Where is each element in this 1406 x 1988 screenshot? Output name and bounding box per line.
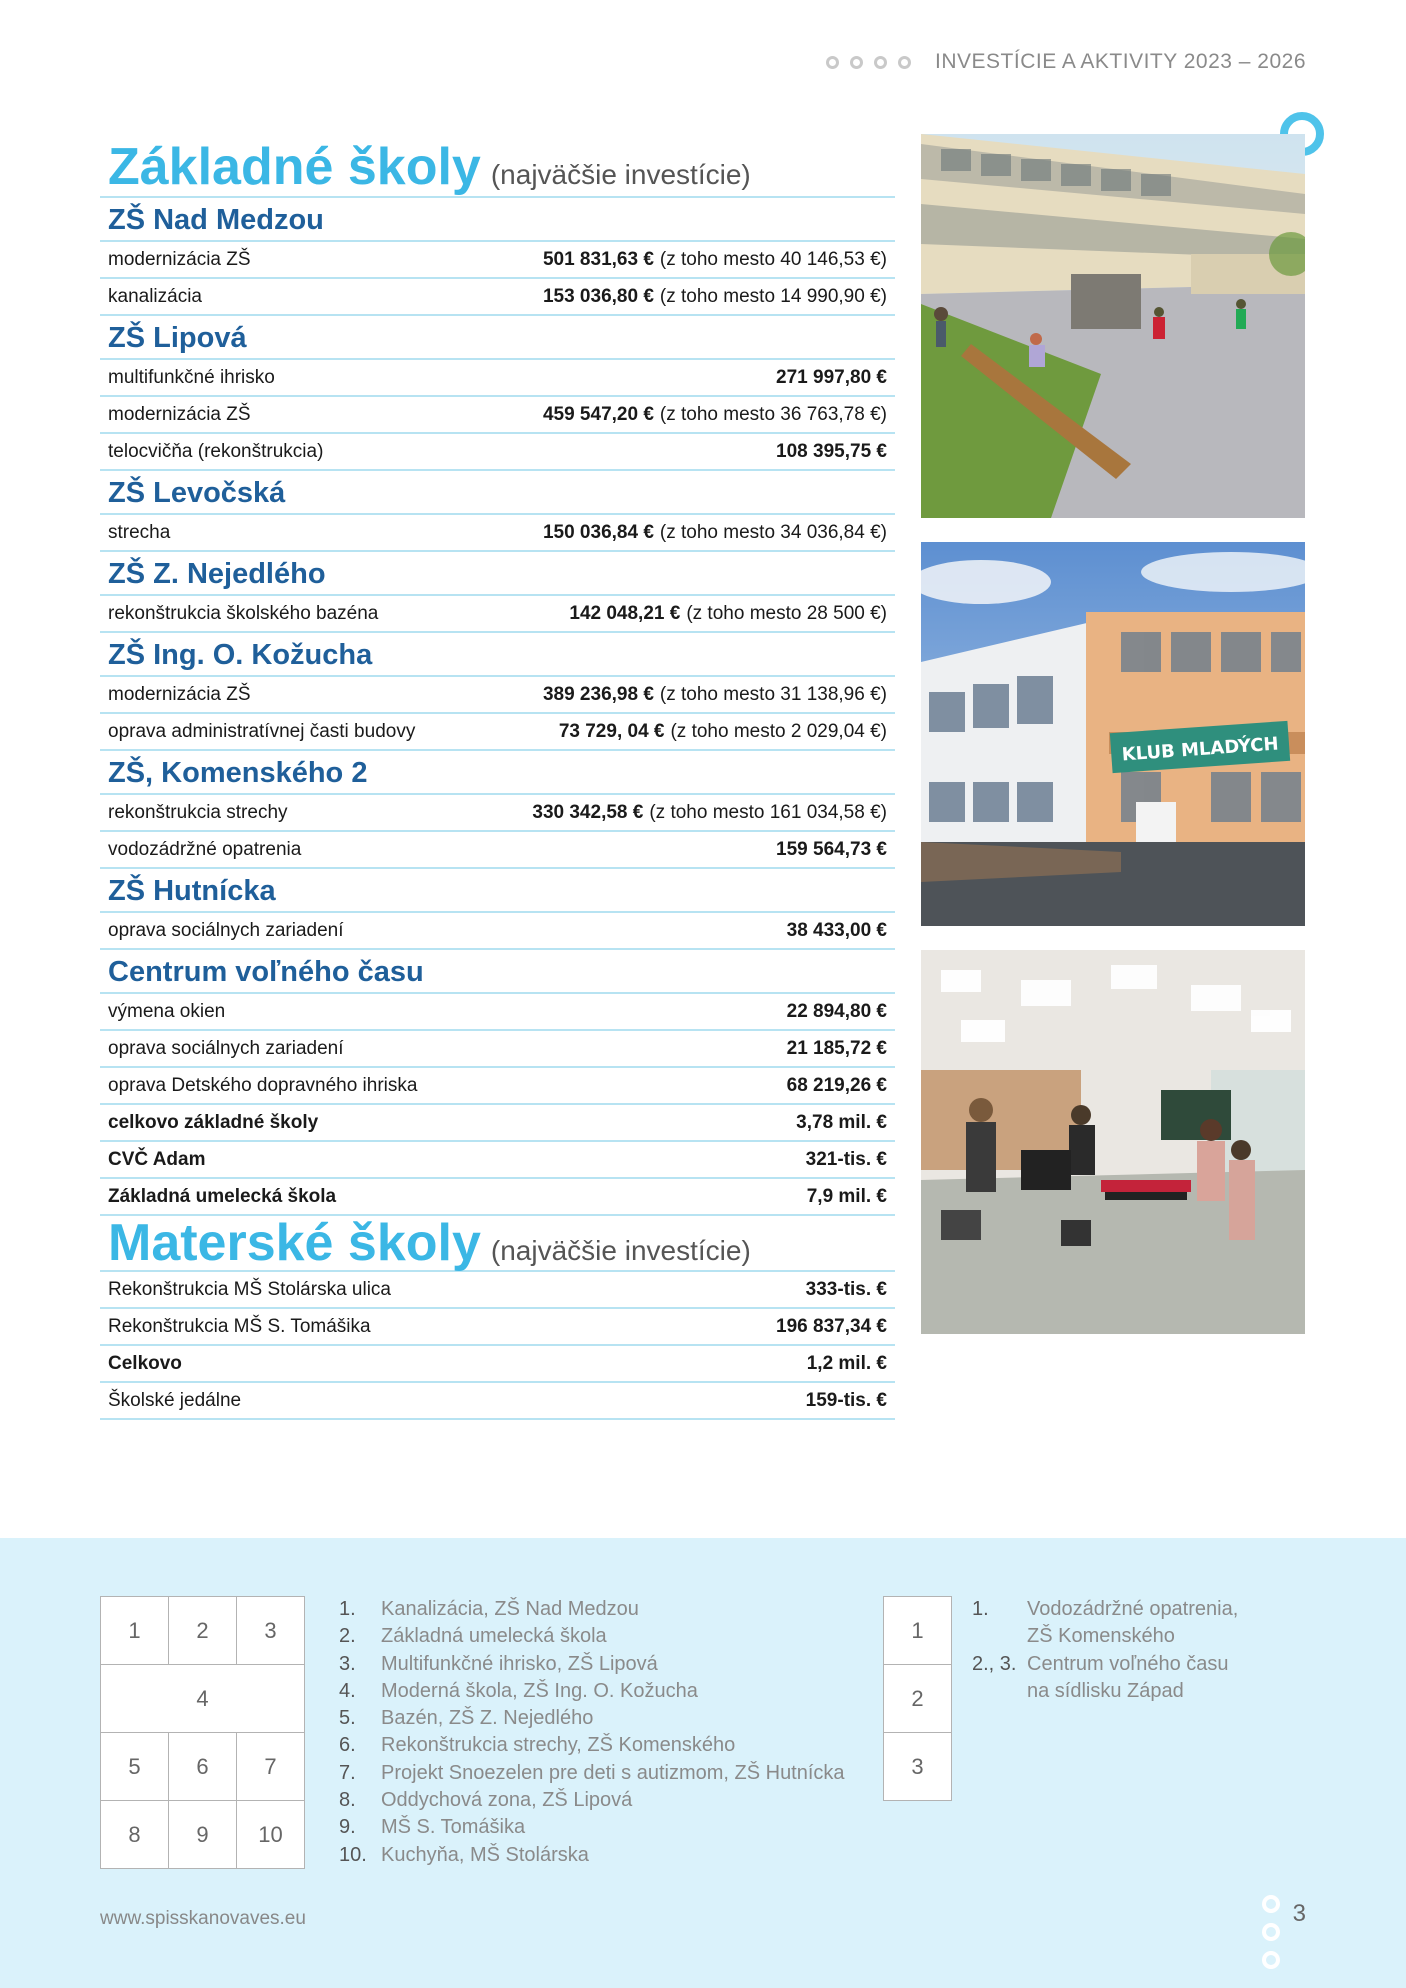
table-row	[100, 913, 895, 950]
table-row	[100, 1179, 895, 1216]
section-heading: ZŠ, Komenského 2	[100, 751, 895, 795]
row-label: oprava sociálnych zariadení	[108, 1037, 344, 1059]
row-amount: 142 048,21 €	[569, 602, 681, 624]
grid-cell: 5	[100, 1732, 169, 1801]
row-note: (z toho mesto 14 990,90 €)	[659, 285, 887, 307]
list-number: 6.	[339, 1734, 356, 1757]
list-text: Základná umelecká škola	[381, 1625, 607, 1648]
row-amount: 159-tis. €	[805, 1389, 887, 1411]
list-item	[339, 1651, 845, 1678]
table-row	[100, 515, 895, 552]
row-label: výmena okien	[108, 1000, 226, 1022]
list-item	[339, 1842, 845, 1869]
row-label: oprava administratívnej časti budovy	[108, 720, 416, 742]
list-number: 2., 3.	[972, 1652, 1017, 1675]
row-label: modernizácia ZŠ	[108, 683, 251, 705]
row-value	[569, 603, 887, 625]
row-label: Rekonštrukcia MŠ S. Tomášika	[108, 1315, 371, 1337]
table-row	[100, 434, 895, 471]
list-number: 7.	[339, 1761, 356, 1784]
row-value	[807, 1186, 887, 1208]
table-row	[100, 1031, 895, 1068]
row-value	[543, 684, 887, 706]
list-number: 10.	[339, 1843, 367, 1866]
section-heading: ZŠ Levočská	[100, 471, 895, 515]
row-value	[776, 441, 887, 463]
row-amount: 3,78 mil. €	[796, 1111, 887, 1133]
row-amount: 321-tis. €	[805, 1148, 887, 1170]
page-number: 3	[1292, 1900, 1306, 1927]
row-value	[543, 249, 887, 271]
list-text-line2: ZŠ Komenského	[1027, 1625, 1175, 1648]
list-text: Kanalizácia, ZŠ Nad Medzou	[381, 1598, 639, 1620]
row-label: kanalizácia	[108, 285, 202, 307]
table-row	[100, 832, 895, 869]
row-amount: 68 219,26 €	[786, 1074, 887, 1096]
list-text: Kuchyňa, MŠ Stolárska	[381, 1843, 589, 1866]
zs-subtitle: (najväčšie investície)	[490, 159, 751, 190]
table-row	[100, 1309, 895, 1346]
table-row	[100, 397, 895, 434]
row-value	[776, 367, 887, 389]
row-note: (z toho mesto 2 029,04 €)	[670, 720, 887, 742]
header-title: INVESTÍCIE A AKTIVITY 2023 – 2026	[935, 50, 1306, 73]
row-amount: 7,9 mil. €	[806, 1185, 887, 1207]
photo-column	[921, 134, 1305, 1358]
row-value	[787, 1075, 887, 1097]
ms-title: Materské školy	[108, 1214, 481, 1272]
row-note: (z toho mesto 40 146,53 €)	[659, 248, 887, 270]
list-number: 3.	[339, 1652, 356, 1675]
list-item	[339, 1678, 845, 1705]
list-number: 1.	[339, 1598, 356, 1620]
row-value	[776, 1316, 887, 1338]
grid-cell: 3	[236, 1596, 305, 1665]
row-value	[559, 721, 887, 743]
list-item	[339, 1596, 845, 1623]
investment-table	[100, 140, 895, 1420]
row-label: rekonštrukcia školského bazéna	[108, 602, 379, 624]
row-label: strecha	[108, 521, 171, 543]
list-text: MŠ S. Tomášika	[381, 1816, 526, 1839]
section-heading: Centrum voľného času	[100, 950, 895, 994]
circle-icon	[826, 56, 839, 69]
table-row	[100, 1068, 895, 1105]
row-value	[806, 1279, 887, 1301]
school-courtyard-photo	[921, 134, 1305, 518]
section-heading: ZŠ Hutnícka	[100, 869, 895, 913]
row-note: (z toho mesto 36 763,78 €)	[659, 403, 887, 425]
klub-mladych-building-photo	[921, 542, 1305, 926]
row-amount: 21 185,72 €	[786, 1037, 887, 1059]
row-label: telocvičňa (rekonštrukcia)	[108, 440, 324, 462]
row-value	[807, 1353, 887, 1375]
row-label: rekonštrukcia strechy	[108, 801, 288, 823]
row-amount: 73 729, 04 €	[558, 720, 665, 742]
list-text: Multifunkčné ihrisko, ZŠ Lipová	[381, 1652, 658, 1675]
row-label: Základná umelecká škola	[108, 1185, 337, 1207]
list-number: 8.	[339, 1789, 356, 1812]
ms-rows	[100, 1272, 895, 1420]
row-value	[532, 802, 887, 824]
list-item	[339, 1814, 845, 1841]
photo-list-right	[972, 1596, 1238, 1705]
row-label: CVČ Adam	[108, 1148, 206, 1170]
grid-cell: 1	[883, 1596, 952, 1665]
list-item	[339, 1705, 845, 1732]
grid-cell: 8	[100, 1800, 169, 1869]
table-row	[100, 1383, 895, 1420]
grid-cell: 2	[168, 1596, 237, 1665]
section-heading: ZŠ Ing. O. Kožucha	[100, 633, 895, 677]
table-row	[100, 795, 895, 832]
row-label: Celkovo	[108, 1352, 182, 1374]
section-heading: ZŠ Z. Nejedlého	[100, 552, 895, 596]
list-text: Bazén, ZŠ Z. Nejedlého	[381, 1707, 594, 1730]
row-amount: 271 997,80 €	[776, 366, 887, 388]
list-item	[339, 1787, 845, 1814]
zs-heading	[100, 140, 895, 198]
list-item	[339, 1760, 845, 1787]
list-text: Vodozádržné opatrenia,	[1027, 1598, 1239, 1620]
row-value	[796, 1112, 887, 1134]
table-row	[100, 1272, 895, 1309]
grid-cell: 9	[168, 1800, 237, 1869]
row-amount: 459 547,20 €	[542, 403, 654, 425]
row-label: modernizácia ZŠ	[108, 248, 251, 270]
table-row	[100, 242, 895, 279]
header-dots	[826, 56, 911, 69]
table-row	[100, 279, 895, 316]
klub-mladych-sign: KLUB MLADÝCH	[1121, 733, 1280, 766]
footer-dots	[1262, 1895, 1280, 1969]
table-row	[100, 1346, 895, 1383]
table-row	[100, 1142, 895, 1179]
circle-icon	[1262, 1895, 1280, 1913]
zs-title: Základné školy	[108, 138, 481, 196]
list-number: 1.	[972, 1598, 989, 1620]
circle-icon	[1262, 1951, 1280, 1969]
grid-cell: 1	[100, 1596, 169, 1665]
row-value	[776, 839, 887, 861]
row-value	[787, 920, 887, 942]
table-row	[100, 994, 895, 1031]
row-label: Školské jedálne	[108, 1389, 242, 1411]
list-item	[339, 1623, 845, 1650]
list-number: 9.	[339, 1816, 356, 1839]
website-url[interactable]: www.spisskanovaves.eu	[100, 1908, 306, 1929]
list-text: Oddychová zona, ZŠ Lipová	[381, 1789, 633, 1812]
grid-cell: 7	[236, 1732, 305, 1801]
list-item	[972, 1651, 1238, 1706]
ms-heading	[100, 1216, 895, 1272]
list-text: Moderná škola, ZŠ Ing. O. Kožucha	[381, 1679, 698, 1702]
row-value	[806, 1149, 887, 1171]
table-row	[100, 714, 895, 751]
row-amount: 333-tis. €	[805, 1278, 887, 1300]
list-text: Projekt Snoezelen pre deti s autizmom, ZŠ Hutnícka	[381, 1761, 845, 1784]
row-label: multifunkčné ihrisko	[108, 366, 275, 388]
row-value	[806, 1390, 887, 1412]
list-text-line2: na sídlisku Západ	[1027, 1679, 1184, 1702]
list-item	[339, 1732, 845, 1759]
row-value	[543, 404, 887, 426]
table-row	[100, 596, 895, 633]
page-header	[826, 50, 1306, 74]
row-value	[787, 1038, 887, 1060]
row-amount: 22 894,80 €	[786, 1000, 887, 1022]
section-heading: ZŠ Nad Medzou	[100, 198, 895, 242]
row-amount: 501 831,63 €	[542, 248, 654, 270]
list-text: Rekonštrukcia strechy, ZŠ Komenského	[381, 1734, 736, 1757]
row-amount: 1,2 mil. €	[806, 1352, 887, 1374]
zs-sections	[100, 198, 895, 1216]
list-number: 2.	[339, 1625, 356, 1648]
row-label: modernizácia ZŠ	[108, 403, 251, 425]
list-number: 5.	[339, 1707, 356, 1730]
list-text: Centrum voľného času	[1027, 1652, 1229, 1675]
row-label: vodozádržné opatrenia	[108, 838, 302, 860]
grid-cell: 3	[883, 1732, 952, 1801]
table-row	[100, 677, 895, 714]
row-note: (z toho mesto 161 034,58 €)	[649, 801, 887, 823]
row-label: oprava sociálnych zariadení	[108, 919, 344, 941]
grid-cell: 10	[236, 1800, 305, 1869]
row-value	[543, 522, 887, 544]
table-row	[100, 360, 895, 397]
list-item	[972, 1596, 1238, 1651]
circle-icon	[1262, 1923, 1280, 1941]
row-amount: 108 395,75 €	[776, 440, 887, 462]
row-amount: 153 036,80 €	[542, 285, 654, 307]
row-label: Rekonštrukcia MŠ Stolárska ulica	[108, 1278, 391, 1300]
circle-icon	[874, 56, 887, 69]
row-label: celkovo základné školy	[108, 1111, 319, 1133]
circle-icon	[850, 56, 863, 69]
table-row	[100, 1105, 895, 1142]
grid-cell: 2	[883, 1664, 952, 1733]
row-value	[787, 1001, 887, 1023]
row-note: (z toho mesto 31 138,96 €)	[659, 683, 887, 705]
grid-cell: 6	[168, 1732, 237, 1801]
row-amount: 196 837,34 €	[776, 1315, 887, 1337]
music-room-photo	[921, 950, 1305, 1334]
row-note: (z toho mesto 34 036,84 €)	[659, 521, 887, 543]
row-amount: 389 236,98 €	[542, 683, 654, 705]
ms-subtitle: (najväčšie investície)	[490, 1235, 751, 1266]
photo-list-left	[339, 1596, 845, 1869]
row-amount: 38 433,00 €	[786, 919, 887, 941]
row-amount: 150 036,84 €	[542, 521, 654, 543]
row-label: oprava Detského dopravného ihriska	[108, 1074, 418, 1096]
section-heading: ZŠ Lipová	[100, 316, 895, 360]
row-value	[543, 286, 887, 308]
row-amount: 159 564,73 €	[776, 838, 887, 860]
row-note: (z toho mesto 28 500 €)	[686, 602, 887, 624]
row-amount: 330 342,58 €	[532, 801, 644, 823]
list-number: 4.	[339, 1679, 356, 1702]
grid-cell: 4	[100, 1664, 305, 1733]
circle-icon	[898, 56, 911, 69]
